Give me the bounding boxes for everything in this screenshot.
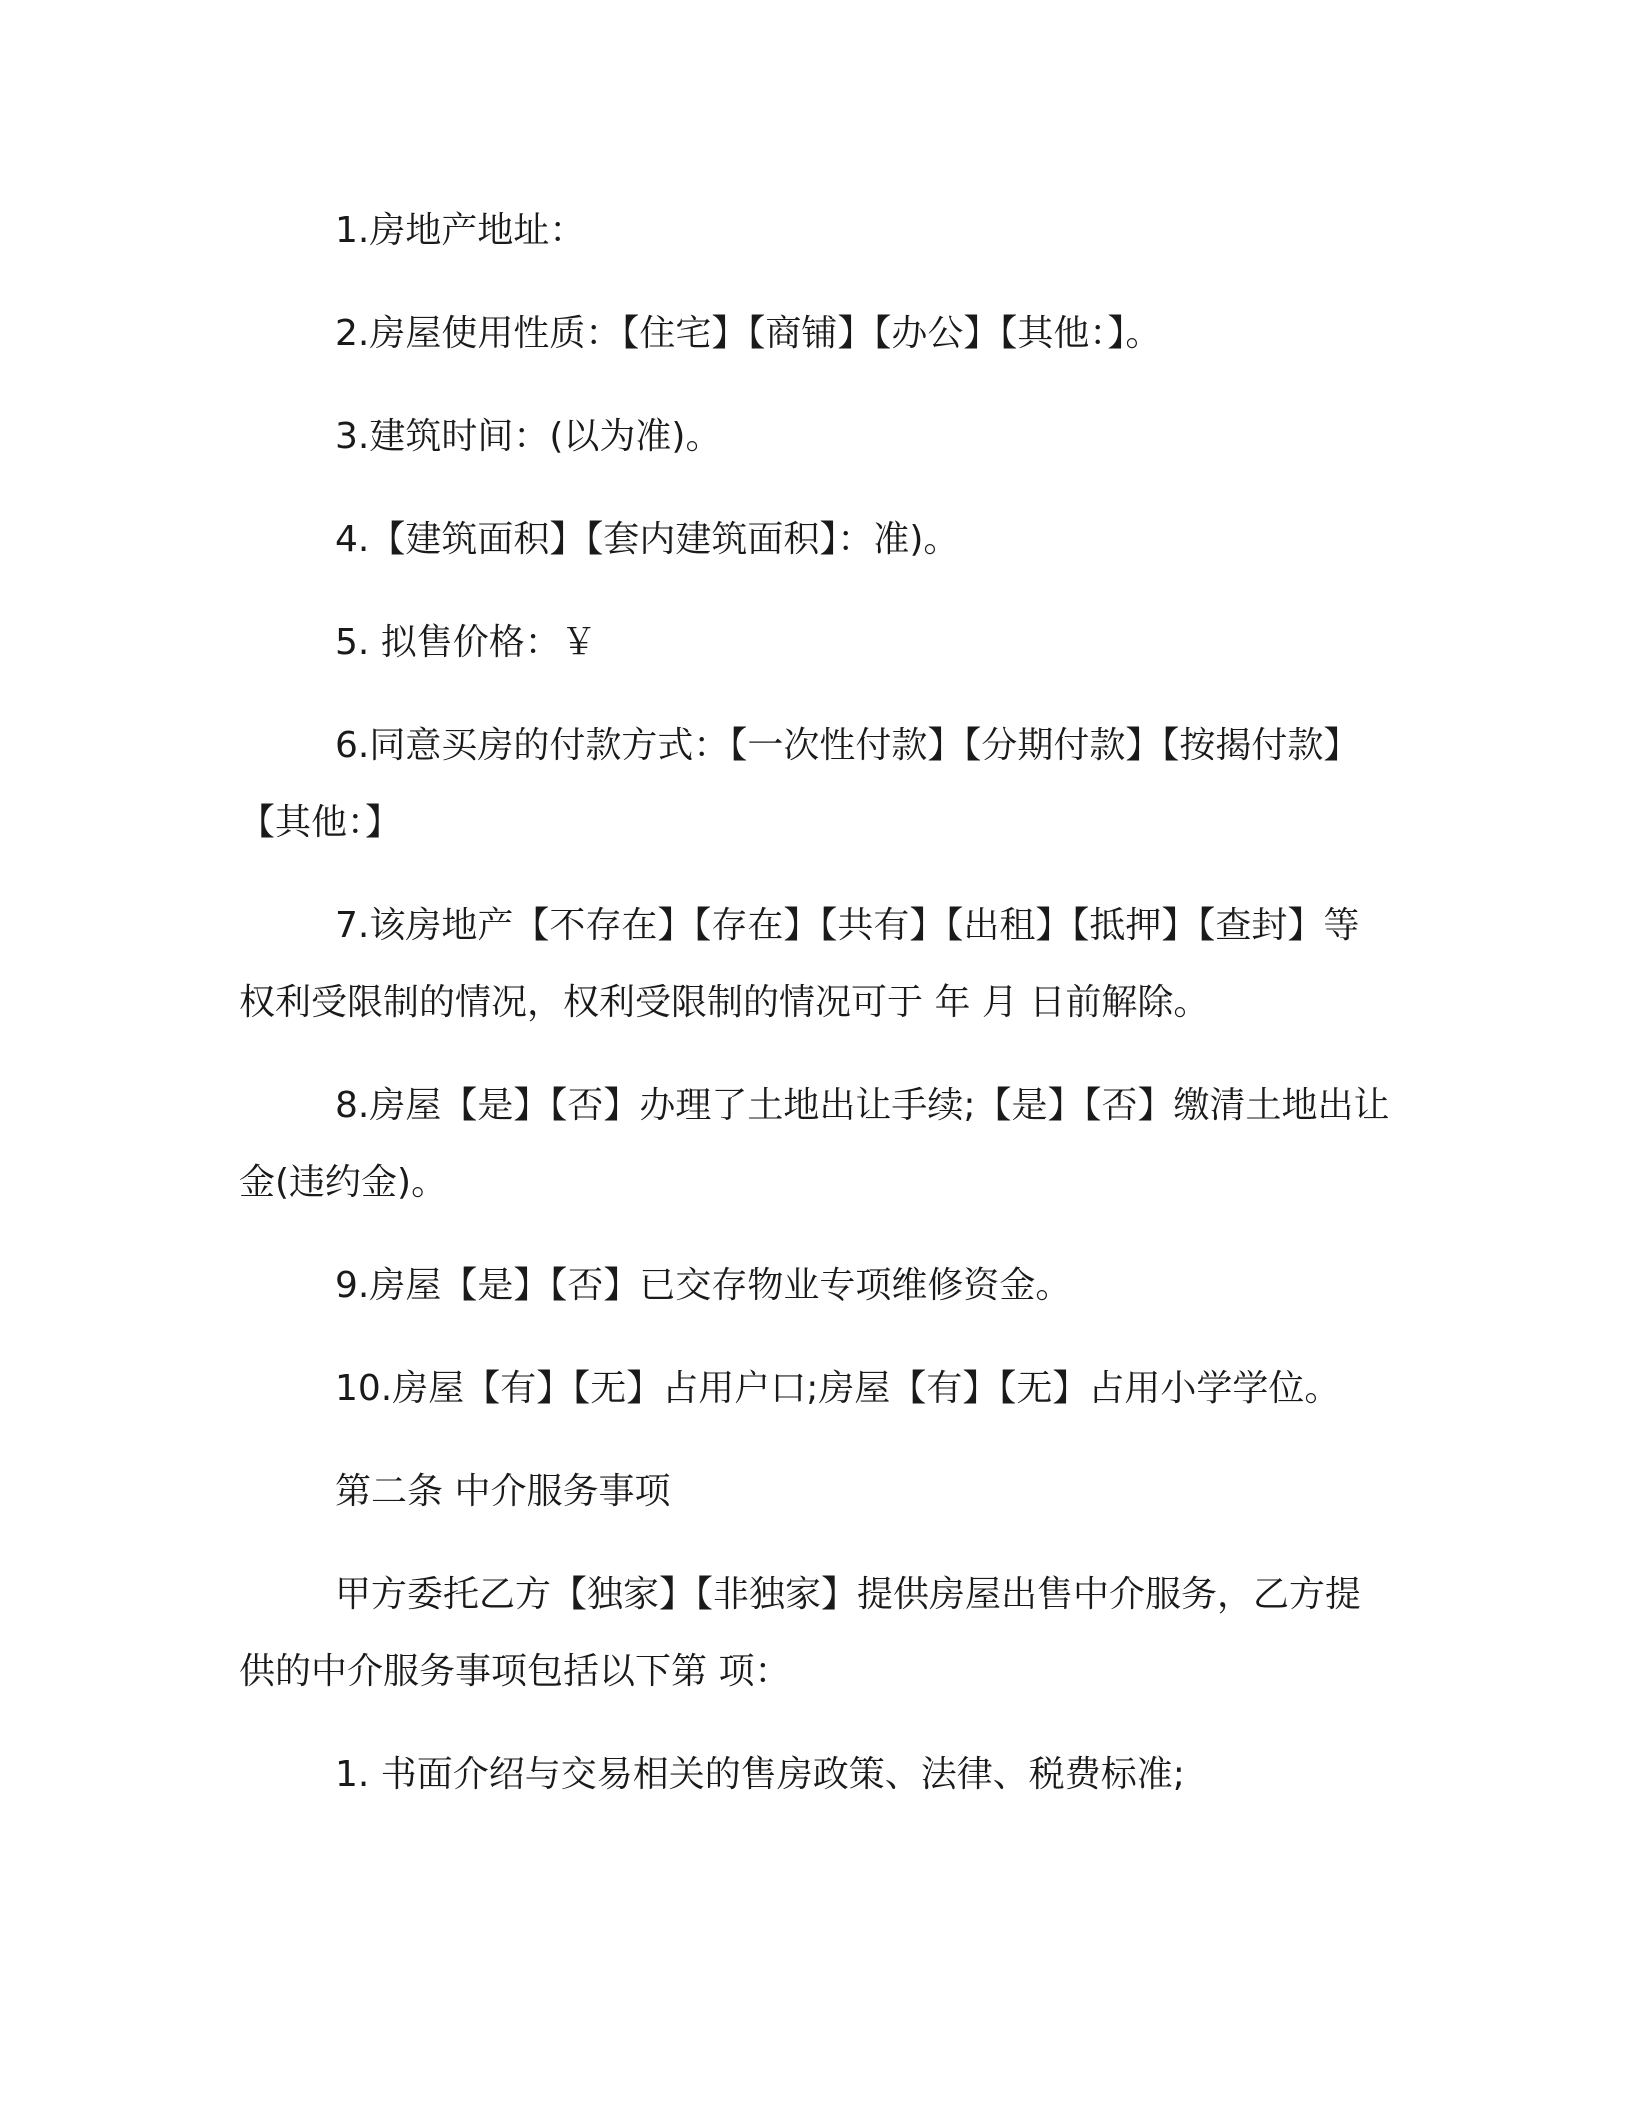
clause-address: 1.房地产地址： — [335, 210, 586, 251]
clause-area: 4.【建筑面积】【套内建筑面积】：准)。 — [335, 519, 960, 560]
clause-household-school: 10.房屋【有】【无】占用户口;房屋【有】【无】占用小学学位。 — [335, 1368, 1341, 1409]
service-item-1: 1. 书面介绍与交易相关的售房政策、法律、税费标准; — [335, 1754, 1185, 1795]
clause-price: 5. 拟售价格：￥ — [335, 622, 597, 663]
clause-maintenance-fund: 9.房屋【是】【否】已交存物业专项维修资金。 — [335, 1265, 1072, 1306]
clause-land-transfer: 8.房屋【是】【否】办理了土地出让手续;【是】【否】缴清土地出让金(违约金)。 — [239, 1085, 1390, 1203]
document-body — [239, 192, 1391, 1839]
clause-build-time: 3.建筑时间：(以为准)。 — [335, 416, 722, 457]
clause-service-scope: 甲方委托乙方【独家】【非独家】提供房屋出售中介服务，乙方提供的中介服务事项包括以下第 项： — [239, 1574, 1362, 1692]
clause-payment-method: 6.同意买房的付款方式：【一次性付款】【分期付款】【按揭付款】【其他：】 — [239, 725, 1360, 843]
clause-usage-type: 2.房屋使用性质：【住宅】【商铺】【办公】【其他：】。 — [335, 313, 1162, 354]
clause-restrictions: 7.该房地产【不存在】【存在】【共有】【出租】【抵押】【查封】等权利受限制的情况，权利受限制的情况可于 年 月 日前解除。 — [239, 905, 1360, 1023]
section-heading-service: 第二条 中介服务事项 — [335, 1471, 671, 1512]
